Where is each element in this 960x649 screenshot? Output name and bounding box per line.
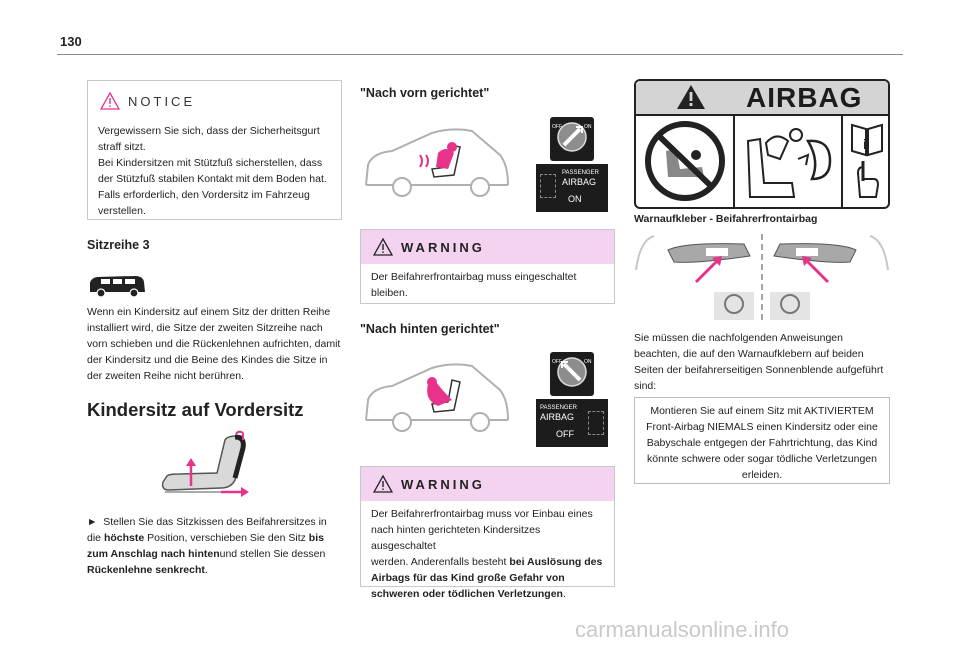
notice-line: verstellen. (98, 205, 146, 217)
warning2-bold: Airbags für das Kind große Gefahr von (371, 572, 565, 584)
child-seat-icon (588, 411, 604, 435)
switch-on-label: ON (584, 359, 592, 365)
warning-triangle-icon (373, 475, 393, 493)
warning2-header (361, 467, 614, 501)
header-divider (57, 54, 903, 55)
forward-heading: "Nach vorn gerichtet" (360, 86, 490, 100)
notice-line: Vergewissern Sie sich, dass der Sicherheitsgurt (98, 125, 320, 137)
notice-text (88, 121, 341, 227)
notice-box (87, 80, 342, 220)
bullet-icon: ► (87, 516, 98, 528)
row3-line: Wenn ein Kindersitz auf einem Sitz der dritten Reihe (87, 306, 331, 318)
notice-line: Bei Kindersitzen mit Stützfuß sicherstellen, dass (98, 157, 323, 169)
switch-off-label: OFF (552, 359, 562, 365)
warning2-bold: schweren oder tödlichen Verletzungen (371, 588, 563, 600)
instruction-bold: Rückenlehne senkrecht (87, 564, 205, 576)
airbag-warning-label (634, 79, 890, 209)
warning1-header (361, 230, 614, 264)
quote-line: erleiden. (741, 469, 783, 481)
warning2-title: WARNING (401, 476, 485, 492)
instruction-text: Stellen Sie das Sitzkissen des Beifahrersitzes in (103, 516, 327, 528)
front-seat-heading: Kindersitz auf Vordersitz (87, 399, 304, 420)
instructions-line: Sie müssen die nachfolgenden Anweisungen (634, 332, 843, 344)
airbag-key-switch-on (536, 117, 608, 161)
warning1-line: bleiben. (371, 287, 408, 299)
switch-on-label: ON (584, 124, 592, 130)
no-rearward-childseat-icon (642, 119, 728, 203)
indicator-label-passenger: PASSENGER (540, 405, 577, 411)
quote-line: Montieren Sie auf einem Sitz mit AKTIVIERTEM (650, 405, 874, 417)
switch-off-label: OFF (552, 124, 562, 130)
instruction-text: und stellen Sie dessen (219, 548, 326, 560)
child-seat-icon (540, 174, 556, 198)
notice-line: straff sitzt. (98, 141, 146, 153)
instruction-text: die (87, 532, 104, 544)
car-rearward-childseat-illustration (362, 360, 512, 432)
instruction-bold: höchste (103, 532, 145, 544)
notice-line: der Stützfuß stabilen Kontakt mit dem Boden hat. (98, 173, 327, 185)
warning2-line: . (562, 588, 566, 600)
notice-line: Falls erforderlich, den Vordersitz im Fahrzeug (98, 189, 310, 201)
rearward-heading: "Nach hinten gerichtet" (360, 322, 500, 336)
row3-line: der Kindersitz und die Beine des Kindes die Sitze in (87, 354, 328, 366)
warning1-text (361, 264, 614, 309)
warning2-text (361, 501, 614, 610)
row3-line: installiert wird, die Sitze der zweiten Sitzreihe nach (87, 322, 323, 334)
instruction-text: . (204, 564, 208, 576)
instructions-line: beachten, die auf den Warnaufklebern auf beiden (634, 348, 864, 360)
indicator-label-passenger: PASSENGER (562, 170, 599, 176)
row3-text (87, 304, 357, 384)
warning1-title: WARNING (401, 239, 485, 255)
airbag-label-divider (733, 114, 735, 209)
indicator-state: OFF (556, 429, 574, 439)
airbag-indicator-on (536, 164, 608, 212)
indicator-state: ON (568, 194, 582, 204)
seat-adjust-illustration (155, 428, 255, 500)
airbag-label-header (636, 81, 888, 116)
notice-title: NOTICE (128, 93, 196, 109)
quote-line: Babyschale entgegen der Fahrtrichtung, das Kind (646, 437, 878, 449)
airbag-indicator-off (536, 399, 608, 447)
airbag-key-switch-off (536, 352, 608, 396)
van-icon (87, 272, 147, 300)
sun-visor-label-location-diagram (634, 230, 890, 326)
row3-heading: Sitzreihe 3 (87, 238, 150, 252)
notice-header (88, 81, 341, 121)
read-manual-icon (850, 121, 884, 205)
warning1-line: Der Beifahrerfrontairbag muss eingeschaltet (371, 271, 577, 283)
row3-line: der zweiten Reihe nicht berühren. (87, 370, 245, 382)
instruction-bold: zum Anschlag nach hinten (87, 548, 220, 560)
label-quote-box (634, 397, 890, 484)
airbag-label-caption: Warnaufkleber - Beifahrerfrontairbag (634, 213, 818, 225)
airbag-label-divider (841, 114, 843, 209)
page-number: 130 (60, 34, 82, 49)
indicator-label-airbag: AIRBAG (562, 177, 597, 187)
warning1-box (360, 229, 615, 304)
instruction-text: Position, verschieben Sie den Sitz (144, 532, 309, 544)
warning2-box (360, 466, 615, 600)
instructions-text (634, 330, 894, 394)
warning2-line: werden. Anderenfalls besteht (371, 556, 510, 568)
warning2-line: Der Beifahrerfrontairbag muss vor Einbau eines (371, 508, 593, 520)
warning2-line: nach hinten gerichteten Kindersitzes ausgeschaltet (371, 524, 541, 552)
instructions-line: Seiten der beifahrerseitigen Sonnenblende aufgeführt (634, 364, 884, 376)
instruction-bold: bis (308, 532, 324, 544)
row3-line: vorn schieben und die Rückenlehnen aufrichten, damit (87, 338, 341, 350)
car-forward-childseat-illustration (362, 125, 512, 197)
childseat-airbag-danger-icon (740, 121, 836, 203)
warning-triangle-icon (676, 84, 706, 110)
airbag-label-title: AIRBAG (746, 82, 863, 113)
quote-line: könnte schwere oder sogar tödliche Verletzungen (647, 453, 877, 465)
front-seat-instruction (87, 514, 362, 578)
watermark: carmanualsonline.info (575, 617, 790, 642)
instructions-line: sind: (634, 380, 657, 392)
warning-triangle-icon (100, 92, 120, 110)
quote-line: Front-Airbag NIEMALS einen Kindersitz oder eine (646, 421, 878, 433)
warning2-bold: bei Auslösung des (509, 556, 603, 568)
warning-triangle-icon (373, 238, 393, 256)
indicator-label-airbag: AIRBAG (540, 412, 575, 422)
svg-text:i: i (863, 136, 867, 152)
